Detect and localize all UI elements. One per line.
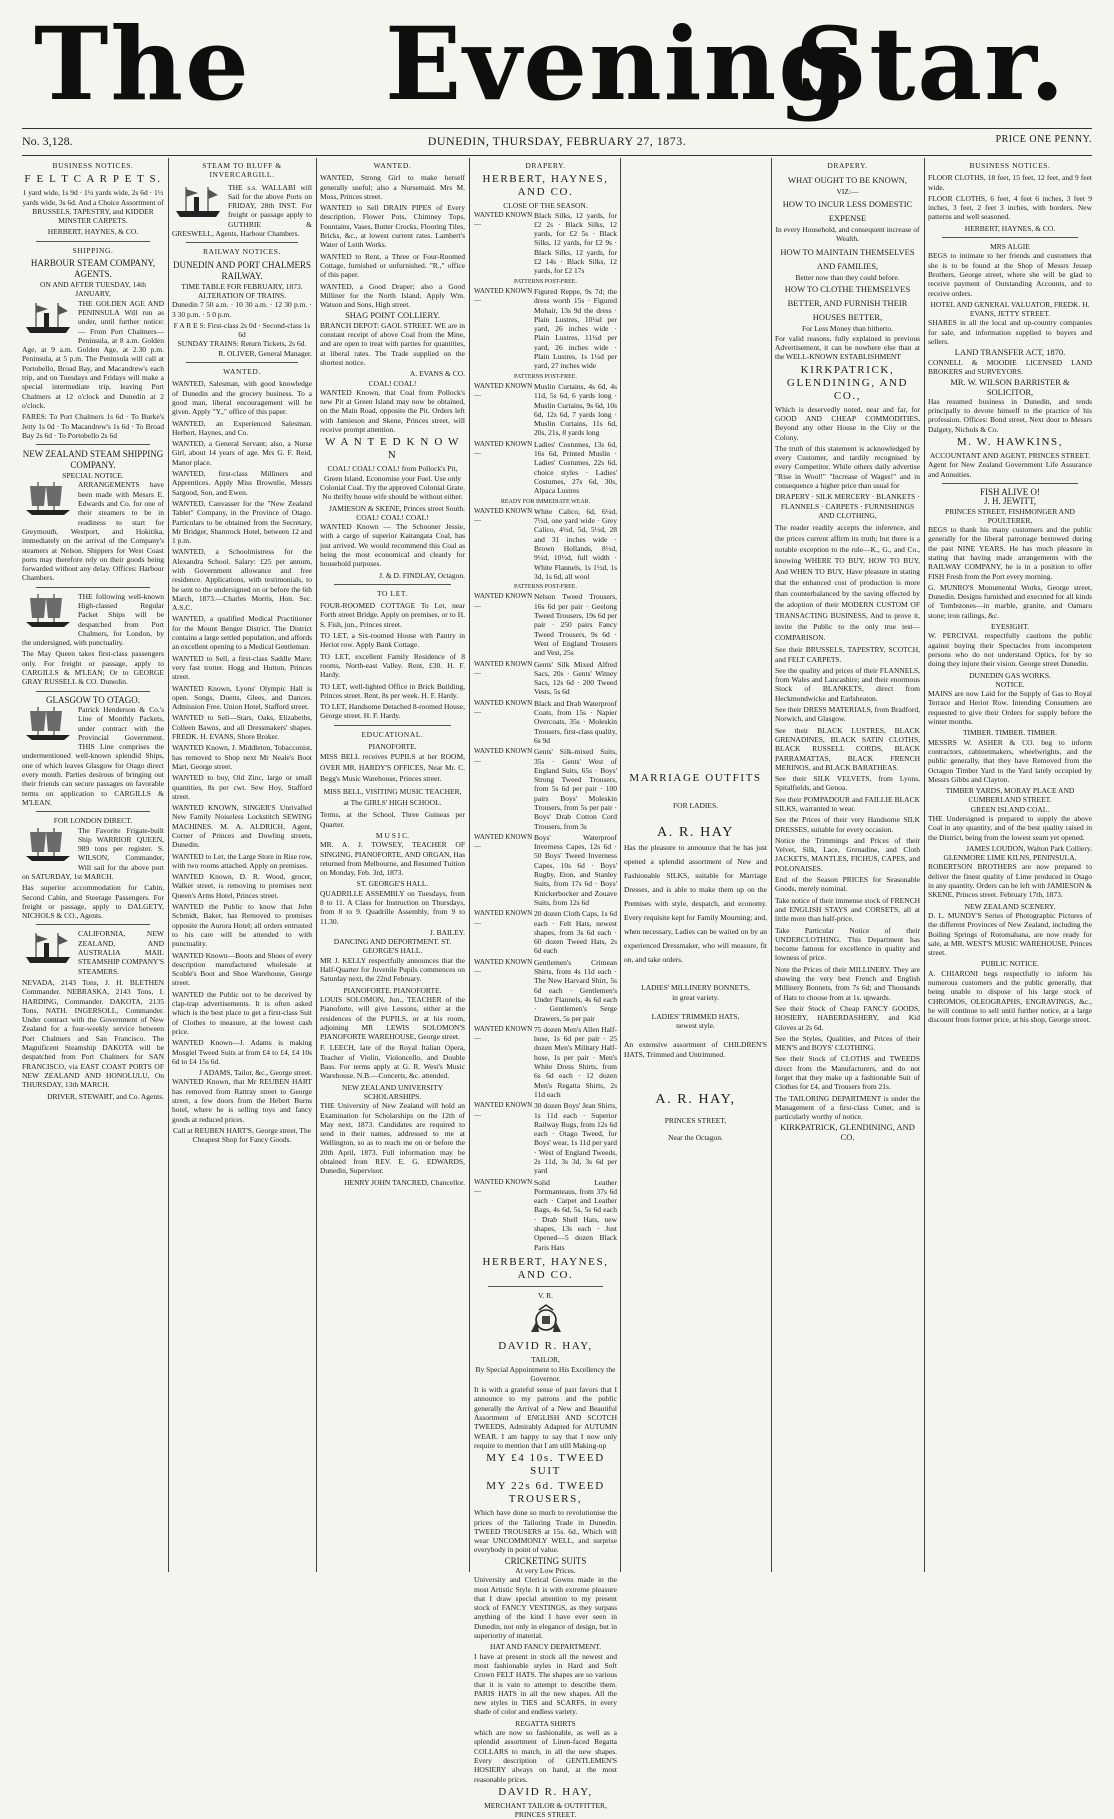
classified-ad: WANTED Known—Boots and Shoes of every description manufactured wholesale at Scoble's Boot and Shoe Warehouse, George street. [172, 950, 312, 988]
ad-body: BEGS to intimate to her friends and customers that she is to be found at the Shop of Messrs Jessep Brothers, George street, where she will be glad to receive payment of Outstanding Accounts, and to receive orders. [928, 251, 1092, 298]
ad-body: The May Queen takes first-class passengers only. For freight or passage, apply to CARGILLS & M'LEAN; Or to GEORGE GRAY RUSSELL & CO. Dunedin. [22, 649, 164, 687]
ad-heading: TIMBER YARDS, MORAY PLACE AND CUMBERLAND STREET. [945, 786, 1075, 805]
ad-body: 1 yard wide, 1s 9d · 1¼ yards wide, 2s 6d · 1½ yards wide, 3s 6d. And a Choice Assortment of BRUSSELS, TAPESTRY, and KIDDER MINSTER CARPETS. [22, 188, 164, 226]
ad-signature: R. OLIVER, General Manager. [218, 348, 312, 358]
ad-body: By Special Appointment to His Excellency the Governor. [475, 1364, 616, 1383]
ad-subheading: in great variety. [672, 992, 719, 1002]
price-callout: MY 22s 6d. TWEED TROUSERS, [486, 1480, 605, 1506]
divider [488, 1286, 603, 1287]
ad-body: It is with a grateful sense of past favors that I announce to my patrons and the public generally the Arrival of a New and Beautiful Assortment of ENGLISH AND SCOTCH TWEEDS, Admirably Adapted for AUTUMN WEAR. I am happy to say that I now only require to mention that I am still Making-up [474, 1385, 617, 1450]
ad-signature: J. BAILEY. [429, 927, 465, 937]
see-item: See their POMPADOUR and FAILLIE BLACK SILKS, warranted to wear. [775, 794, 920, 813]
section-heading: DRAPERY. [827, 161, 868, 170]
ad-heading: CRICKETING SUITS [504, 1555, 587, 1566]
drapery-price-list [474, 211, 617, 1254]
section-heading: WANTED. [223, 367, 261, 377]
ad-heading: HOW TO MAINTAIN THEMSELVES AND FAMILIES, [780, 247, 915, 272]
ad-heading: MARRIAGE OUTFITS [629, 772, 762, 784]
ad-body: CONNELL & MOODIE LICENSED LAND BROKERS and SURVEYORS. [928, 357, 1092, 376]
drapery-price-row [474, 1025, 617, 1101]
ad-subheading: SUNDAY TRAINS: Return Tickets, 2s 6d. [177, 339, 307, 349]
ad-heading: A. R. HAY [657, 825, 734, 841]
drapery-price-row [474, 507, 617, 583]
classified-ad: WANTED to Sell, a first-class Saddle Mare; very fast trotter. Hogg and Hutton, Princes street. [172, 653, 312, 682]
ad-body: D. L. MUNDY'S Series of Photographic Pictures of the different Provinces of New Zealand, including the Boiling Springs of Rotomahana, are now ready for sale, at MR. WEST'S MUSIC WAREHOUSE, Princes street. [928, 910, 1092, 958]
ad-body: Has the pleasure to announce that he has just opened a splendid assortment of New and Fashionable SILKS, suitable for Marriage Dresses, and is able to make them up on the Premises with style, despatch, and economy. Every requisite kept for Family Mourning; and, when necessary, Ladies can be waited on by an experienced Dressmaker, who will measure, fit on, and take orders. [624, 843, 767, 965]
ad-subheading: PRINCES STREET, FISHMONGER AND POULTERER, [945, 506, 1075, 525]
divider [36, 924, 150, 925]
ad-body: University and Clerical Gowns made in the most Artistic Style. It is with extreme pleasure that I draw special attention to my present stock of FANCY VESTINGS, as they surpass anything of the kind I have ever seen in Dunedin, not only in elegance of design, but in superiority of material. [474, 1575, 617, 1641]
ad-heading: DANCING AND DEPORTMENT. ST. GEORGE'S HALL. [333, 937, 452, 956]
wanted-known-label: WANTED KNOWN— [474, 210, 533, 228]
ad-heading: LAND TRANSFER ACT, 1870. [954, 347, 1066, 358]
drapery-price-row [474, 592, 617, 659]
ad-body: Terms, at the School, Three Guineas per Quarter. [320, 810, 465, 829]
price-item: Gentlemen's Crimean Shirts, from 4s 11d each · The New Harvard Shirt, 5s 6d each · Gentlemen's Under Flannels, 4s 6d each · Gentlemen's Serge Drawers, 5s per pair [534, 957, 617, 1023]
ad-signature: HERBERT, HAYNES, & CO. [964, 223, 1056, 233]
ad-heading: F E L T C A R P E T S. [24, 173, 162, 186]
ad-heading: MR. W. WILSON BARRISTER & SOLICITOR, [950, 377, 1070, 397]
wanted-known-label: WANTED KNOWN— [474, 747, 533, 765]
ad-heading: MRS ALGIE [990, 242, 1030, 252]
ad-heading: NEW ZEALAND STEAM SHIPPING COMPANY. [22, 449, 164, 471]
wanted-known-label: WANTED KNOWN— [474, 286, 533, 305]
ad-heading: HOW TO CLOTHE THEMSELVES BETTER, AND FURNISH THEIR HOUSES BETTER, [784, 284, 911, 323]
see-list [775, 645, 920, 1091]
ad-signature: DRIVER, STEWART, and Co. Agents. [47, 1091, 164, 1101]
ad-body: MISS BELL receives PUPILS at her ROOM, OVER MR. HARDY'S OFFICES, Near Mr. C. Begg's Music Warehouse, Princes street. [320, 752, 465, 784]
column-divider [469, 158, 470, 1572]
column-4 [474, 160, 617, 1819]
ad-heading: SHAG POINT COLLIERY. [345, 310, 440, 321]
ad-body: W. PERCIVAL respectfully cautions the public against buying their Spectacles from incompetent persons who do not understand Optics, for by so doing they injure their vision. George street Dunedin. [928, 631, 1092, 669]
ad-subheading: PRINCES STREET, [664, 1116, 727, 1126]
wanted-known-label: WANTED KNOWN— [474, 592, 533, 610]
ad-heading: M. W. HAWKINS, [956, 436, 1064, 449]
divider [942, 237, 1078, 238]
ad-heading: GLENMORE LIME KILNS, PENINSULA. [943, 853, 1077, 863]
ad-body: which are now so fashionable, as well as a splendid assortment of Linen-faced Regatta COLLARS to match, in all the new shapes. Every description of GENTLEMEN'S HOSIERY always on hand, at the most reasonable prices. [474, 1728, 617, 1784]
ad-body: THE University of New Zealand will hold an Examination for Scholarships on the 12th of May next, 1873. Candidates are required to send in their names, addressed to me at Wellington, so as to reach me on or before the 20th April, 1873. Full information may be obtained from REV. E. G. EDWARDS, Dunedin, Supervisor. [320, 1101, 465, 1176]
ad-body: In every Household, and consequent increase of Wealth. [775, 224, 920, 243]
divider [36, 587, 150, 588]
ad-heading: DUNEDIN GAS WORKS. [969, 670, 1051, 680]
section-heading: SHIPPING. [72, 245, 114, 255]
ad-heading: DAVID R. HAY, [498, 1340, 593, 1353]
divider [334, 584, 451, 585]
classified-ad: FOUR-ROOMED COTTAGE To Let, near Forth street Bridge. Apply on premises, or to H. S. Fish, jun., Princes street. [320, 601, 465, 629]
ad-signature: HERBERT, HAYNES, AND CO. [482, 1255, 609, 1281]
ad-subheading: FOR LADIES. [672, 801, 718, 810]
divider [186, 362, 298, 363]
ad-body: The Favorite Frigate-built Ship WARRIOR QUEEN, 989 tons per register. S. WILSON, Commander, Will sail for the above port on SATURDAY, 1st MARCH. [22, 825, 164, 881]
drapery-price-row [474, 211, 617, 278]
masthead-word-the: The [34, 5, 251, 123]
see-item: See their DRESS MATERIALS, from Bradford, Norwich, and Glasgow. [775, 705, 920, 724]
dateline [22, 134, 1092, 152]
blank-space [624, 160, 767, 770]
ad-body: MISS BELL, VISITING MUSIC TEACHER, at The GIRLS' HIGH SCHOOL. [323, 787, 462, 808]
classified-ad: WANTED, Strong Girl to make herself generally useful; also a Nursemaid. Mrs M. Moss, Princes street. [320, 173, 465, 201]
column-6 [775, 160, 920, 1570]
price-item: Black Silks, 12 yards, for £2 2s · Black Silks, 12 yards, for £2 5s · Black Silks, 12 yards, for £2 9s · Black Silks, 12 yards, for £2 14s · Black Silks, 12 yards, for £2 17s [534, 210, 617, 276]
ad-body: WANTED Known — The Schooner Jessie, with a cargo of superior Kaitangata Coal, has just arrived. We would recommend this Coal as being the most economical and cleanly for household purposes. [320, 522, 465, 569]
ad-heading: EYESIGHT. [991, 622, 1029, 632]
wanted-known-label: WANTED KNOWN— [474, 439, 533, 458]
ad-body: QUADRILLE ASSEMBLY on Tuesdays, from 8 to 11. A Class for Instruction on Thursdays, from 8 to 9. Quadrille Assembly, from 9 to 11.30. [320, 888, 465, 926]
ad-body: ROBERTSON BROTHERS are now prepared to deliver the finest quality of Lime produced in Otago in any quantity. Orders can be left with JAMIESON & SKENE, Princes street. February 17th, 1873. [928, 862, 1092, 900]
column-divider [168, 158, 169, 1572]
classified-ad: WANTED, first-class Milliners and Apprentices. Apply Miss Brownlie, Messrs Sargood, Son, and Ewen. [172, 469, 312, 497]
wanted-known-label: WANTED KNOWN— [474, 1177, 533, 1195]
classified-ad: WANTED Known, that Mr REUBEN HART has removed from Rattray street to George street, a few doors from the Hebert Burns hotel, where he is selling toys and fancy goods at reduced prices. [172, 1077, 312, 1124]
ad-subheading: NOTICE. [995, 679, 1025, 689]
column-divider [620, 158, 621, 1572]
wanted-known-label: WANTED KNOWN— [474, 1101, 533, 1119]
ad-signature: J ADAMS, Tailor, &c., George street. [198, 1068, 312, 1078]
ad-subheading: newest style. [676, 1021, 715, 1031]
classified-ad: WANTED the Public not to be deceived by clap-trap advertisements. It is often asked which is the best place to get a first-class Suit of Clothes to measure, at the lowest cash price. [172, 989, 312, 1036]
ad-body: G. MUNRO'S Monumental Works, George street, Dunedin. Designs furnished and executed for all kinds of Tombstones—in marble, granite, and Oamaru stone; iron railings, &c. [928, 582, 1092, 620]
classified-ad: WANTED Known, D. R. Wood, grocer, Walker street, is removing to premises next Queen's Arms Hotel, Princes street. [172, 872, 312, 900]
ad-body: I have at present in stock all the newest and most fashionable styles in Hard and Soft Crown FELT HATS. The shapes are so various that it is vain to attempt to describe them. PARIS HATS in all the new shapes. All the new styles in TIES and SCARFS, in every shade of color and endless variety. [474, 1651, 617, 1717]
royal-cipher: V. R. [537, 1290, 554, 1300]
see-item: See their SILK VELVETS, from Lyons, Spitalfields, and Genoa. [775, 774, 920, 793]
ad-body: THE GOLDEN AGE AND PENINSULA Will run as under, until further notice:— From Port Chalmers— Peninsula, at 8 a.m. Golden Age, at 9 a.m. Golden Age, at 2.30 p.m. Peninsula, at 5 p.m. The Peninsula will call at Portobello, Broad Bay, and Macandrew's each trip, and on Tuesdays and Fridays will make a special intermediate trip, leaving Port Chalmers at 12 o'clock and Dunedin at 2 o'clock. [22, 298, 164, 410]
ad-subheading: At very Low Prices. [515, 1566, 576, 1575]
drapery-price-row [474, 747, 617, 833]
classified-ad: WANTED, a Good Draper; also a Good Milliner for the North Island. Apply Wm. Watson and Sons, High street. [320, 281, 465, 310]
sailing-ship-icon [22, 592, 74, 630]
divider [36, 811, 150, 812]
steamship-icon [172, 183, 224, 221]
ad-subheading: ON AND AFTER TUESDAY, 14th JANUARY, [40, 280, 146, 299]
see-item: End of the Season PRICES for Seasonable Goods, merely nominal. [775, 875, 920, 894]
ad-body: Has resumed business in Dunedin, and tends principally to devote himself to the practice of his profession. Offices: Bond street, Next door to Messrs Dalgety, Nichols & Co. [928, 396, 1092, 434]
price-item: White Calico, 6d, 6¼d, 7½d, one yard wide · Grey Calico, 4½d, 5d, 5½d, 28 and 31 inches wide · Brown Hollands, 8½d, 9½d, 10½d, full width · White Flannels, 1s 1½d, 1s 3d, 1s 6d, all wool [534, 506, 617, 581]
price-item: Muslin Curtains, 4s 6d, 4s 11d, 5s 6d, 6 yards long · Muslin Curtains, 9s 6d, 10s 6d, 12s 6d, 7 yards long · Muslin Curtains, 11s 6d, 20s, 21s, 8 yards long [534, 381, 617, 438]
ad-subheading: For Less Money than hitherto. [801, 324, 894, 334]
ad-heading: W A N T E D K N O W N [324, 436, 460, 462]
price-item: Solid Leather Portmanteaus, from 37s 6d each · Carpet and Leather Bags, 4s 6d, 5s, 5s 6d each · Drab Shell Hats, new shapes, 13s each · Just Opened—5 dozen Black Paris Hats [534, 1177, 617, 1252]
patterns-post-free-label: PATTERNS POST-FREE. [514, 373, 577, 380]
drapery-price-row [474, 440, 617, 498]
see-item: See their BLACK LUSTRES, BLACK GRENADINES, BLACK SATIN CLOTHS, BLACK RUSSELL CORDS, BLACK PARRAMATTAS, BLACK FRENCH MERINOS, and BLACK BARATHEAS. [775, 725, 920, 772]
ad-body: MESSRS W. ASHER & CO. beg to inform contractors, cabinetmakers, wheelwrights, and the public generally, that they have Removed from the Octagon Timber Yard to the Yard lately occupied by Messrs Gibbs and Clayton. [928, 737, 1092, 784]
ad-signature: JAMIESON & SKENE, Princes street South. [328, 503, 465, 513]
ad-heading: PIANOFORTE. [368, 742, 417, 752]
fares-table: F A R E S: First-class 2s 0d · Second-class 1s 6d [173, 320, 311, 340]
section-heading: RAILWAY NOTICES. [202, 247, 282, 257]
ad-heading: KIRKPATRICK, GLENDINING, AND CO., [786, 363, 909, 402]
royal-crest-icon [527, 1302, 565, 1338]
ad-signature: A. EVANS & CO. [409, 369, 465, 379]
ad-body: For valid reasons, fully explained in previous Advertisement, it can be nowhere else than at the WELL-KNOWN ESTABLISHMENT [775, 333, 920, 362]
price-callout: MY £4 10s. TWEED SUIT [486, 1452, 605, 1478]
column-3 [320, 160, 465, 1570]
ad-subheading: Near the Octagon. [668, 1133, 723, 1143]
timetable: Dunedin 7 50 a.m. · 10 30 a.m. · 12 30 p.m. · 3 30 p.m. · 5 0 p.m. [172, 300, 312, 319]
masthead-word-star: Star. [795, 5, 1067, 123]
ad-heading: FOR LONDON DIRECT. [53, 816, 133, 826]
ad-body: Which have done so much to revolutionise the prices of the Tailoring Trade in Dunedin. TWEED TROUSERS at 15s. 6d., Which will wear UNCOMMONLY WELL, and surprise everybody in point of value. [474, 1508, 617, 1555]
classified-ad: TO LET, Handsome Detached 8-roomed House, George street. H. F. Hardy. [320, 702, 465, 721]
see-item: See the Prices of their very Handsome SILK DRESSES, suitable for every occasion. [775, 815, 920, 834]
ad-subheading: SPECIAL NOTICE. [62, 471, 124, 481]
ad-body: A. CHIARONI begs respectfully to inform his numerous customers and the public generally, that being unable to dispose of his large stock of CHROMOS, OLEOGRAPHS, ENGRAVINGS, &c., he will continue to sell until further notice, at a large discount from former price, at his shop, George street. [928, 968, 1092, 1025]
ad-body: The TAILORING DEPARTMENT is under the Management of a first-class Cutter, and is particularly worthy of notice. [775, 1093, 920, 1122]
ad-subheading: ALTERATION OF TRAINS. [197, 290, 287, 300]
classified-ad: WANTED Known, J. Middleton, Tobacconist, has removed to Shop next Mr Neale's Boot Mart, George street. [172, 743, 312, 771]
drapery-price-row [474, 1101, 617, 1177]
ad-subheading: TAILOR, [531, 1355, 560, 1365]
ad-signature: A. R. HAY, [655, 1092, 736, 1108]
ad-heading: REGATTA SHIRTS [515, 1718, 576, 1728]
column-1 [22, 160, 164, 1570]
divider [36, 241, 150, 242]
ad-body: Which is deservedly noted, near and far, for GOOD AND CHEAP COMMODITIES, Beyond any other House in the City or the Colony. [775, 404, 920, 442]
price-item: Nelson Tweed Trousers, 16s 6d per pair · Geelong Tweed Trousers, 19s 6d per pair · 250 pairs Fancy Tweed Trousers, 9s 6d · West of England Trousers and Vest, 25s [534, 592, 617, 658]
masthead [0, 0, 1114, 123]
ad-body: MR J. KELLY respectfully announces that the Half-Quarter for Juvenile Pupils commences on Saturday next, the 22nd February. [320, 955, 465, 984]
ad-subheading: CLOSE OF THE SEASON. [503, 201, 588, 211]
ad-heading: HOTEL AND GENERAL VALUATOR, FREDK. H. EVANS, JETTY STREET. [930, 299, 1090, 319]
patterns-post-free-label: PATTERNS POST-FREE. [514, 584, 577, 591]
price-item: 30 dozen Boys' Jean Shirts, 1s 11d each · Superior Railway Rugs, from 12s 6d each · Otago Tweed, for Boys' wear, 1s 11d per yard · West of England Tweeds, 2s 11d, 3s 3d, 3s 6d per yard [534, 1101, 617, 1176]
ad-heading: DUNEDIN AND PORT CHALMERS RAILWAY. [172, 259, 312, 281]
see-item: Note the Prices of their MILLINERY. They are showing the very best French and English Millinery Bonnets, from 7s 6d; and Thousands of Hats to choose from at 1s. upwards. [775, 964, 920, 1002]
ad-body: WANTED Known, that Coal from Pollock's new Pit at Green Island may now be obtained, on the Main Road, opposite the Pit. Orders left with Jamieson and Skene, Princes street, will receive prompt attention. [320, 387, 465, 435]
ad-body: THE s.s. WALLABI will Sail for the above Ports on FRIDAY, 28th INST. For freight or passage apply to GUTHRIE & GRESWELL, Agents, Harbour Chambers. [172, 182, 312, 239]
classified-ad: TO LET, well-lighted Office in Brick Building, Princes street. Rent, 8s per week. H. F. Hardy. [320, 681, 465, 700]
ad-body: The truth of this statement is acknowledged by every Customer, and tardily recognised by every Competitor. While others daily advertise "Rise in Wool!" "Increase of Wages!" and in consequence a higher price than usual for [775, 443, 920, 491]
column-7 [928, 160, 1092, 1570]
steamship-icon [22, 929, 74, 967]
ad-subheading: TIME TABLE FOR FEBRUARY, 1873. [181, 281, 303, 291]
wanted-known-label: WANTED KNOWN— [474, 506, 533, 525]
ad-heading: PIANOFORTE. PIANOFORTE. [343, 985, 442, 995]
classified-ad: WANTED Known, Lyons' Olympic Hall is open. Songs, Duetts, Glees, and Dances. Admission Free. Union Hotel, Stafford street. [172, 683, 312, 712]
wanted-known-label: WANTED KNOWN— [474, 381, 533, 400]
wanted-known-label: WANTED KNOWN— [474, 1024, 533, 1043]
ad-body: SHARES in all the local and up-country companies for sale, and information supplied to buyers and sellers. [928, 318, 1092, 347]
column-divider [316, 158, 317, 1572]
see-item: Notice the Trimmings and Prices of their Velvet, Silk, Lace, Grenadine, and Cloth JACKETS, MANTLES, FICHUS, CAPES, and POLONAISES. [775, 835, 920, 873]
price-item: 20 dozen Cloth Caps, 1s 6d each · Felt Hats, newest shapes, from 3s 6d each · 60 dozen Tweed Hats, 2s 6d each [534, 909, 617, 956]
drapery-price-row [474, 1178, 617, 1254]
classified-ad: WANTED to Let, the Large Store in Rise row, with two rooms attached. Apply on premises. [172, 851, 312, 870]
ad-heading: TIMBER. TIMBER. TIMBER. [962, 728, 1058, 738]
drapery-price-row [474, 287, 617, 373]
price-item: Black and Drab Waterproof Coats, from 15s · Napier Overcoats, 35s · Moleskin Trousers, first-class quality, 6s 9d [534, 698, 617, 745]
ad-heading: HARBOUR STEAM COMPANY, AGENTS. [30, 258, 156, 280]
classified-ad: WANTED, a General Servant; also, a Nurse Girl, about 14 years of age. Mrs G. F. Reid, Manor place. [172, 439, 312, 467]
classified-ad: WANTED, Canvasser for the "New Zealand Tablet" Company, in the Province of Otago. Particulars to be obtained from the Secretary, Mr Bridger, Shamrock Hotel, between 12 and 1 p.m. [172, 498, 312, 546]
classified-ad: WANTED Known—J. Adams is making Mosgiel Tweed Suits at from £4 to £4, £4 10s 6d to £4 15s 6d. [172, 1038, 312, 1066]
ad-heading: M U S I C. [375, 830, 410, 840]
ad-body: The reader readily accepts the inference, and the prices current affirm its truth; but there is a notable exception to the rule—K., G., and Co., knowing WHERE TO BUY, HOW TO BUY, And WHEN TO BUY, Have pleasure in stating that the enhanced cost of production is more than counterbalanced by the saving effected by the adoption of their MODERN CUSTOM OF TRANSACTING BUSINESS, And to prove it, invite the Public to the only true test—COMPARISON. [775, 523, 920, 643]
ad-heading: J. H. JEWITT, [983, 496, 1037, 507]
divider [36, 444, 150, 445]
ad-heading: NEW ZEALAND SCENERY. [964, 901, 1056, 911]
issue-price: PRICE ONE PENNY. [995, 134, 1092, 145]
classified-ad: TO LET, a Six-roomed House with Pantry in Heriot row. Apply Bank Cottage. [320, 631, 465, 650]
classified-ad: WANTED KNOWN, SINGER'S Unrivalled New Family Noiseless Lockstitch SEWING MACHINES. M. A. ALDRICH, Agent, Corner of Princes and Dowling streets, Dunedin. [172, 803, 312, 850]
ad-body: Agent for New Zealand Government Life Assurance and Annuities. [928, 460, 1092, 479]
classified-ad: FLOOR CLOTHS, 18 feet, 15 feet, 12 feet, and 9 feet wide. [928, 173, 1092, 192]
wanted-known-label: WANTED KNOWN— [474, 832, 533, 851]
ad-body: BRANCH DEPOT: GAOL STREET. WE are in constant receipt of above Coal from the Mine, and are open to treat with parties for quantities, at liberal rates. The Trade supplied on the shortest notice. [320, 320, 465, 367]
drapery-price-row [474, 382, 617, 440]
see-item: Take notice of their immense stock of FRENCH and ENGLISH STAYS and CORSETS, all at little more than half-price. [775, 895, 920, 924]
ad-signature: JAMES LOUDON, Walton Park Colliery. [966, 843, 1092, 853]
ad-signature: HERBERT, HAYNES, & CO. [47, 227, 139, 237]
divider [186, 242, 298, 243]
classified-ad: WANTED, a qualified Medical Practitioner for the Mount Benger District. The District contains a large settled population, and affords an excellent opening to a Medical Gentleman. [172, 614, 312, 652]
drapery-price-row [474, 699, 617, 747]
ad-body: MAINS are now Laid for the Supply of Gas to Royal Terrace and Heriot Row. Intending Consumers are requested to give their Orders for supply before the winter months. [928, 689, 1092, 727]
classified-ad: WANTED, a Schoolmistress for the Alexandra School. Salary: £25 per annum, with Government allowance and free residence. Applications, with testimonials, to be sent to the undersigned on or before the 6th March, 1873.—Charles Morris, Hon. Sec. A.S.C. [172, 547, 312, 613]
ad-heading: FISH ALIVE O! [980, 486, 1040, 497]
ad-signature: KIRKPATRICK, GLENDINING, AND CO. [780, 1122, 915, 1142]
ad-signature: MERCHANT TAILOR & OUTFITTER, PRINCES STREET. [484, 1800, 607, 1819]
section-heading: WANTED. [373, 161, 412, 170]
see-item: See their Stock of CLOTHS and TWEEDS direct from the Manufacturers, and do not forget that they make up a fashionable Suit of Clothes for £4, and Trousers from 21s. [775, 1054, 920, 1092]
classified-ad: WANTED, an Experienced Salesman. Herbert, Haynes, and Co. [172, 418, 312, 437]
classified-ad: WANTED to Rent, a Three or Four-Roomed Cottage, furnished or unfurnished. "R.," office of this paper. [320, 251, 465, 280]
ad-heading: HAT AND FANCY DEPARTMENT. [489, 1642, 602, 1652]
price-item: Gents' Silk Mixed Alfred Sacs, 20s · Gents' Witney Sacs, 12s 6d · 200 Tweed Vests, 5s 6d [534, 659, 617, 697]
ad-heading: GREEN ISLAND COAL. [970, 804, 1050, 814]
classified-ad: TO LET, excellent Family Residence of 8 rooms, North-east Valley. Rent, £30. H. F. Hardy. [320, 651, 465, 680]
classified-ad: WANTED to Sell DRAIN PIPES of Every description, Flower Pots, Chimney Tops, Fountains, Vases, Butter Crocks, Flooring Tiles, Bricks, &c., at lowest current rates. Lambert's Water of Leith Works. [320, 203, 465, 250]
classified-ad: WANTED the Public to know that John Schmidt, Baker, has Removed to premises opposite the Aurora Hotel; all orders entrusted to his care will be attended to with punctuality. [172, 902, 312, 949]
masthead-word-evening: Evening [385, 5, 851, 123]
drapery-price-row [474, 660, 617, 699]
ad-body: COAL! COAL! COAL! from Pollock's Pit, Green Island. Economise your Fuel. Use only Colonial Coal. Try the approved Colonial Grate. No thrifty house wife should be without either. [320, 464, 465, 502]
ad-body: NEVADA, 2143 Tons, J. H. BLETHEN Commander. NEBRASKA, 2143 Tons, I. HARDING, Commander. DAKOTA, 2135 Tons, NATH. INGERSOLL, Commander. Under contract with the Government of New Zealand for a four-weekly service between Port Chalmers and San Francisco. The Magnificent Steamship DAKOTA will be despatched from Port Chalmers for SAN FRANCISCO, via EAST COAST PORTS OF NEW ZEALAND AND HONOLULU, On THURSDAY, 13th MARCH. [22, 977, 164, 1090]
section-heading: DRAPERY. [525, 161, 566, 170]
ad-signature: Call at REUBEN HART'S, George street, The Cheapest Shop for Fancy Goods. [172, 1125, 312, 1145]
ad-heading: WHAT OUGHT TO BE KNOWN, [787, 175, 908, 186]
section-heading: EDUCATIONAL. [361, 729, 424, 739]
see-item: See the Styles, Qualities, and Prices of their MEN'S and BOYS' CLOTHING. [775, 1033, 920, 1053]
section-heading: STEAM TO BLUFF & INVERCARGILL. [202, 161, 282, 180]
ad-heading: CALIFORNIA, NEW ZEALAND, AND AUSTRALIA MAIL STEAMSHIP COMPANY'S STEAMERS. [78, 929, 164, 976]
section-heading: BUSINESS NOTICES. [52, 161, 134, 170]
section-heading: TO LET. [377, 588, 408, 598]
fares-table: FARES: To Port Chalmers 1s 6d · To Burke's Jetty 1s 0d · To Macandrew's 1s 6d · To Broad Bay 2s 6d · To Portobello 2s 6d [22, 412, 164, 440]
ad-heading: GLASGOW TO OTAGO. [45, 694, 141, 705]
drapery-price-row [474, 958, 617, 1025]
see-item: See their BRUSSELS, TAPESTRY, SCOTCH, and FELT CARPETS. [775, 645, 920, 664]
divider [942, 483, 1078, 484]
price-item: Figured Reppe, 9s 7d; the dress worth 15s · Figured Mohair, 13s 9d the dress · Plain Lustres, 10¼d per yard, 26 inches wide · Plain Lustres, 11¼d per yard, 26 inches wide · Plain Lustres, 1s 1¼d per yard, 27 inches wide [534, 286, 617, 371]
wanted-known-label: WANTED KNOWN— [474, 957, 533, 976]
steamship-icon [22, 299, 74, 337]
section-heading: BUSINESS NOTICES. [969, 161, 1051, 170]
ad-body: Patrick Henderson & Co.'s Line of Monthly Packets, under contract with the Provincial Government. THIS Line comprises the undermentioned well-known splendid Ships, one of which leaves Glasgow for Otago direct every month. Parties desirous of bringing out their friends can secure passages on favorable terms on application to CARGILLS & M'LEAN. [22, 704, 164, 807]
ad-heading: COAL! COAL! [368, 378, 417, 388]
ad-signature: HENRY JOHN TANCRED, Chancellor. [344, 1177, 465, 1187]
classified-ad: WANTED, Salesman, with good knowledge of Dunedin and the grocery business. To a good man, liberal encouragement will be given. Apply "Y.," office of this paper. [172, 379, 312, 417]
patterns-post-free-label: PATTERNS POST-FREE. [514, 278, 577, 285]
masthead-rule [22, 128, 1092, 129]
see-item: See their Stock of Cheap FANCY GOODS, HOSIERY, HABERDASHERY, and Kid Gloves at 2s 6d. [775, 1003, 920, 1032]
divider [36, 691, 150, 692]
price-item: Boys' Waterproof Inverness Capes, 12s 6d · 50 Boys' Tweed Inverness Capes, 10s 6d · Boys' Rugby, Eton, and Stanley Suits, from 17s 6d · Boys' Knickerbocker and Zouave Suits, from 12s 6d [534, 832, 617, 907]
ad-body: MR. A. J. TOWSEY, TEACHER OF SINGING, PIANOFORTE, AND ORGAN, Has returned from Melbourne, and Resumed Tuition on Monday, Feb. 3rd, 1873. [320, 840, 465, 878]
ad-body: LOUIS SOLOMON, Jun., TEACHER of the Pianoforte, will give Lessons, either at the residences of the PUPILS, or at his room, adjoining MR LEWIS SOLOMON'S PIANOFORTE WAREHOUSE, George street. [320, 994, 465, 1042]
ad-signature: J. & D. FINDLAY, Octagon. [379, 570, 465, 580]
divider [334, 725, 451, 726]
ad-body: THE Undersigned is prepared to supply the above Coal in any quantity, and of the best quality raised in the District, being from the lowest seam yet opened. [928, 814, 1092, 842]
ad-body: ARRANGEMENTS have been made with Messrs E. Edwards and Co. for one of their steamers to be in readiness to start for Greymouth, Westport, and Hokitika, immediately on the arrival of the Company's steamers at Nelson. Shippers for West Coast ports may therefore rely on their goods being forwarded without any delay. Offices: Harbour Chambers. [22, 480, 164, 583]
see-item: Take Particular Notice of their UNDERCLOTHING. This Department has become famous for excellence in quality and lowness of price. [775, 925, 920, 963]
ad-heading: LADIES' MILLINERY BONNETS, [641, 983, 750, 993]
dateline-rule [22, 155, 1092, 156]
ready-for-wear-label: READY FOR IMMEDIATE WEAR. [500, 498, 591, 505]
sailing-ship-icon [22, 705, 74, 743]
classified-ad: FLOOR CLOTHS, 6 feet, 4 feet 6 inches, 3 feet 9 inches, 3 feet, 2 feet 3 inches, with borders. New patterns and well seasoned. [928, 193, 1092, 222]
issue-number: No. 3,128. [22, 134, 73, 148]
ad-subheading: ACCOUNTANT AND AGENT, PRINCES STREET. [929, 451, 1091, 461]
sailing-ship-icon [22, 480, 74, 518]
classified-ad: WANTED to Sell—Stars, Oaks, Elizabeths, Colleen Bawns, and all Dressmakers' shapes. FREDK. H. EVANS, Shore Broker. [172, 713, 312, 742]
drapery-price-row [474, 833, 617, 909]
column-divider [924, 158, 925, 1572]
drapery-price-row [474, 909, 617, 957]
goods-list: DRAPERY · SILK MERCERY · BLANKETS · FLANNELS · CARPETS · FURNISHINGS AND CLOTHING, [775, 492, 920, 520]
ad-heading: ST. GEORGE'S HALL. [356, 879, 429, 889]
ad-heading: HERBERT, HAYNES, AND CO. [482, 173, 609, 199]
ad-body: An extensive assortment of CHILDREN'S HATS, Trimmed and Untrimmed. [624, 1040, 767, 1059]
column-divider [771, 158, 772, 1572]
price-item: Gents' Silk-mixed Suits, 35s · Gents' West of England Suits, 65s · Boys' Strong Tweed Trousers, from 5s 6d per pair · 100 pairs Boys' Moleskin Trousers, from 5s per pair · Boys' Drab Cotton Cord Trousers, from 3s [534, 747, 617, 831]
sailing-ship-icon [22, 826, 74, 864]
ad-body: F. LEECH, late of the Royal Italian Opera, Teacher of Violin, Violoncello, and Double Bass. For terms apply at G. R. West's Music Warehouse. N.B.—Concerts, &c. attended. [320, 1043, 465, 1081]
ad-body: BEGS to thank his many customers and the public generally for the liberal patronage bestowed during the past NINE YEARS. He has much pleasure in stating that having made arrangements with the RAILWAY COMPANY, he is in a position to offer FISH Fresh from the Port every morning. [928, 525, 1092, 581]
ad-heading: PUBLIC NOTICE. [981, 959, 1039, 969]
ad-subheading: VIZ:— [836, 187, 859, 197]
price-item: Ladies' Costumes, 13s 6d, 16s 6d, Printed Muslin · Ladies' Costumes, 22s 6d, choice styles · Ladies' Costumes, 27s 6d, 30s, Alpaca Lustres [534, 439, 617, 496]
see-item: See the quality and prices of their FLANNELS, from Wales and Lancashire; and their enormous Stock of BLANKETS, direct from Heckmondwicke and Earlsheaton. [775, 665, 920, 703]
ad-subheading: Better now than they could before. [795, 273, 900, 283]
wanted-known-label: WANTED KNOWN— [474, 659, 533, 677]
column-5 [624, 160, 767, 1570]
ad-body: Has superior accommodation for Cabin, Second Cabin, and Steerage Passengers. For freight or passage, apply to DALGETY, NICHOLS & CO., Agents. [22, 883, 164, 921]
wanted-known-label: WANTED KNOWN— [474, 909, 533, 927]
price-item: 75 dozen Men's Allen Half-hose, 1s 6d per pair · 25 dozen Men's Military Half-hose, 1s per pair · Men's White Dress Shirts, from 6s 6d each · 12 dozen Men's Regatta Shirts, 2s 11d each [534, 1024, 617, 1099]
wanted-known-label: WANTED KNOWN— [474, 698, 533, 717]
ad-signature: DAVID R. HAY, [498, 1785, 593, 1798]
column-2 [172, 160, 312, 1570]
ad-body: THE following well-known High-classed Regular Packet Ships will be despatched from Port Chalmers, for London, by the undersigned, with punctuality. [22, 591, 164, 648]
ad-heading: LADIES' TRIMMED HATS, [651, 1011, 740, 1021]
ad-heading: NEW ZEALAND UNIVERSITY SCHOLARSHIPS. [341, 1082, 444, 1101]
classified-ad: WANTED to buy, Old Zinc, large or small quantities, 8s per cwt. Sew Hoy, Stafford street. [172, 773, 312, 801]
issue-date: DUNEDIN, THURSDAY, FEBRUARY 27, 1873. [427, 134, 687, 148]
ad-heading: HOW TO INCUR LESS DOMESTIC EXPENSE [782, 198, 913, 223]
ad-heading: COAL! COAL! COAL! [356, 512, 429, 522]
